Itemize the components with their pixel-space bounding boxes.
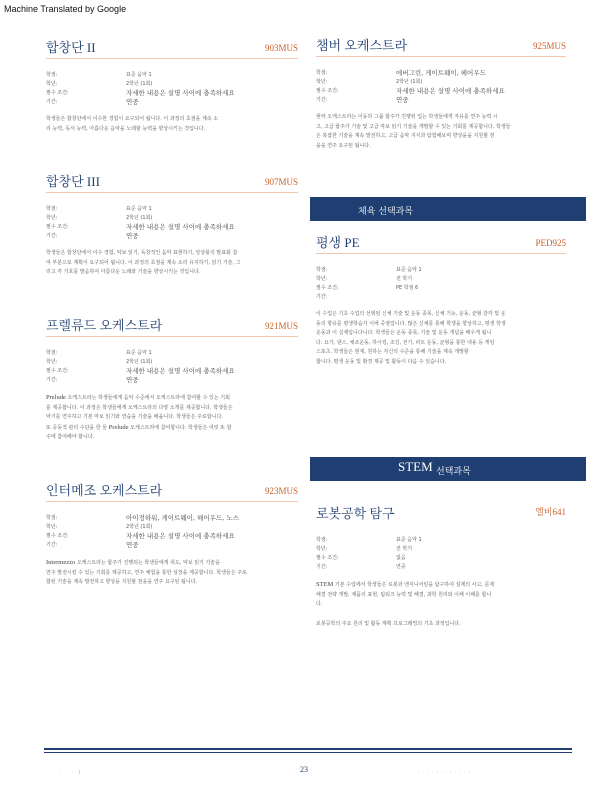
credit-label: 학점: <box>316 70 328 76</box>
desc-line: 은 복잡한 기술을 계속 발전하고, 고급 음악 지식과 탐험해보며 향상을을 지원할 천 <box>316 133 495 139</box>
footer-left-text: · · · · · | · <box>46 769 89 774</box>
credit-value: 표준 음악 1 <box>126 350 152 356</box>
course-description <box>46 249 298 278</box>
length-value: 연중 <box>396 564 406 570</box>
grade-label: 학년: <box>46 359 58 365</box>
desc-line: 리고 각 기호를 발음하여 아름다운 노래와 기술을 향상시키는 것입니다. <box>46 269 201 275</box>
prereq-value: 자세한 내용은 설명 사이에 충족하세요 <box>126 89 235 97</box>
section-header-pe-electives <box>310 197 586 221</box>
course-title: 합창단 II <box>46 40 96 55</box>
length-label: 기간: <box>46 233 58 239</box>
desc-line: 학생들은 합창단에서 이수한 경험이 요구되어 됩니다. 이 과정의 초점을 계속 소 <box>46 116 219 122</box>
desc-text: 오케스트라는 학생들에게 음악 수준에서 오케스트라에 참여할 수 있는 기회 <box>65 395 230 401</box>
desc-latin-word: STEM <box>316 581 334 588</box>
desc-line: 이 수업은 기초 수업의 선택된 신체 기술 및 운동 종목, 신체 기능, 운동, 균형 감각 및 운 <box>316 311 506 317</box>
page-number: 23 <box>300 765 308 774</box>
length-value: 연중 <box>126 232 139 240</box>
credit-label: 학점: <box>316 537 328 543</box>
desc-line: 주에 참여해야 합니다. <box>46 434 95 440</box>
course-description <box>316 580 566 629</box>
course-title: 챔버 오케스트라 <box>316 38 408 53</box>
course-meta <box>46 514 298 550</box>
grade-label: 학년: <box>46 524 58 530</box>
grade-value: 2학년 (1회) <box>126 81 153 87</box>
grade-value: 2학년 (1회) <box>396 79 423 85</box>
machine-translation-banner: Machine Translated by Google <box>4 4 127 14</box>
prereq-value: 없음 <box>396 555 406 561</box>
grade-label: 학년: <box>46 81 58 87</box>
length-label: 기간: <box>316 294 328 300</box>
credit-value: 표준 음악 1 <box>396 537 422 543</box>
desc-line <box>46 393 298 404</box>
desc-line <box>46 423 298 434</box>
grade-label: 학년: <box>316 546 328 552</box>
length-label: 기간: <box>316 97 328 103</box>
course-description <box>316 113 566 151</box>
length-label: 기간: <box>46 99 58 105</box>
grade-value: 전 학기 <box>396 546 413 552</box>
course-title: 평생 PE <box>316 235 360 250</box>
course-code: 923MUS <box>264 486 298 496</box>
desc-line: 합니다. 평생 운동 및 환경 제공 및 활동이 다음 수 있습니다. <box>316 358 447 365</box>
course-description <box>46 558 298 588</box>
prereq-label: 필수 조건: <box>46 224 69 230</box>
desc-line: 동의 향유를 평생학습자 이에 중점입니다. 많은 신체를 통해 학생을 향상하고, 평생 학생 <box>316 320 506 327</box>
credit-label: 학점: <box>46 350 58 356</box>
course-code: 엘비641 <box>535 507 566 517</box>
prereq-value: 자세한 내용은 설명 사이에 충족하세요 <box>126 367 235 375</box>
credit-label: 학점: <box>46 206 58 212</box>
grade-value: 전 학기 <box>396 276 413 282</box>
prereq-label: 필수 조건: <box>46 90 69 96</box>
course-title: 인터메조 오케스트라 <box>46 483 163 498</box>
course-lifetime-pe <box>316 233 566 367</box>
footer-right-text: · · · · · · · · · · · · · <box>414 769 471 774</box>
length-value: 연중 <box>126 376 139 384</box>
course-meta <box>316 69 566 105</box>
course-description <box>46 115 298 134</box>
prereq-label: 필수 조건: <box>316 88 339 94</box>
grade-value: 2학년 (1회) <box>126 215 153 221</box>
course-intermezzo-orchestra <box>46 481 298 588</box>
course-meta <box>46 205 298 241</box>
course-choir-ii <box>46 38 298 134</box>
grade-label: 학년: <box>316 276 328 282</box>
course-code: 921MUS <box>264 321 298 331</box>
credit-label: 학점: <box>46 72 58 78</box>
length-label: 기간: <box>46 542 58 548</box>
desc-line: 연주 발전시킬 수 있는 기회를 제공하고, 연주 체험을 통한 성장을 제공합니다. 학생들은 주로 <box>46 569 247 576</box>
length-label: 기간: <box>46 377 58 383</box>
desc-line: 학생들은 합창단에서 이수 경험, 악보 읽기, 독창적인 음악 표현하기, 앙상블의 발표회 참 <box>46 250 238 256</box>
desc-line <box>46 558 298 569</box>
course-choir-iii <box>46 172 298 278</box>
desc-line: 합된 기술을 계속 발전하고 향상을 지원할 천을을 연주 요구된 됩니다. <box>46 579 198 585</box>
desc-line: 악기를 연주하고 기본 악보 읽기와 연습을 기술을 배웁니다. 학생들은 주로합니다. <box>46 414 223 420</box>
course-description <box>46 393 298 443</box>
desc-latin-word: Intermezzo <box>46 559 76 566</box>
section-title-electives: 선택과목 <box>436 467 471 477</box>
prereq-value: PE 학점 6 <box>396 285 419 291</box>
desc-line: 을을 연주 요구된 됩니다. <box>316 142 371 149</box>
course-code: 907MUS <box>264 177 298 187</box>
desc-line: 를 제공합니다. 이 과정은 학생들에게 오케스트라의 다양 소개를 제공합니다. 학생들은 <box>46 404 233 411</box>
grade-value: 2학년 (1회) <box>126 359 153 365</box>
grade-label: 학년: <box>316 79 328 85</box>
desc-line: 여 부분으로 계획이 요구되어 됩니다. 이 과정의 초점을 계속 소리 유지하기, 읽기 기술, 그 <box>46 259 241 266</box>
course-code: 903MUS <box>264 43 298 53</box>
length-value: 연중 <box>396 96 409 104</box>
credit-label: 학점: <box>46 515 58 521</box>
course-meta <box>316 266 566 302</box>
section-header-stem-electives <box>310 457 586 481</box>
desc-line: 리 능력, 독서 능력, 아름다운 음악을 노래할 능력을 향상시키는 것입니다. <box>46 125 206 132</box>
desc-line: 운동과 이 실제입니다니다. 학생들은 운동 종목, 기술 및 운동 개념을 배우게 됩니 <box>316 330 492 336</box>
prereq-label: 필수 조건: <box>46 533 69 539</box>
credit-label: 학점: <box>316 267 328 273</box>
course-description <box>316 310 566 367</box>
credit-value: 에버그린, 게이트웨이, 헤어우드 <box>396 69 486 77</box>
prereq-value: 자세한 내용은 설명 사이에 충족하세요 <box>396 87 505 95</box>
prereq-value: 자세한 내용은 설명 사이에 충족하세요 <box>126 223 235 231</box>
course-title: 프렐류드 오케스트라 <box>46 318 163 333</box>
desc-text: 오케스트라에 참여합니다. 학생들은 여럿 또 합 <box>128 424 232 431</box>
course-title: 합창단 III <box>46 174 100 189</box>
length-label: 기간: <box>316 564 328 570</box>
section-title: 체육 선택과목 <box>358 207 414 217</box>
credit-value: 아이정하워, 게이트웨이, 헤어우드, 노스 <box>126 514 239 522</box>
footer-rule <box>44 748 572 750</box>
course-robotics-exploration <box>316 504 566 629</box>
course-meta <box>46 349 298 385</box>
course-code: PED925 <box>535 238 566 248</box>
prereq-label: 필수 조건: <box>316 285 339 291</box>
prereq-label: 필수 조건: <box>46 368 69 374</box>
credit-value: 표준 음악 1 <box>396 267 422 273</box>
course-meta <box>46 71 298 107</box>
desc-text: 또 공동적 관리 수단을 한 들 <box>46 424 108 431</box>
prereq-label: 필수 조건: <box>316 555 339 561</box>
length-value: 연중 <box>126 541 139 549</box>
course-title: 로봇공학 탐구 <box>316 506 395 521</box>
grade-label: 학년: <box>46 215 58 221</box>
grade-value: 2학년 (1회) <box>126 524 153 530</box>
desc-line: 로봇공학의 주요 원리 및 활동 계획 프로그래밍의 기초 과정입니다. <box>316 620 461 627</box>
desc-line <box>316 580 566 591</box>
desc-text: 오케스트라는 합주가 진행되는 학생들에게 취도, 악보 읽기 기술을 <box>75 560 220 566</box>
footer-rule <box>44 752 572 753</box>
desc-line: 다. 요가, 댄스, 체조운동, 하이킹, 조깅, 걷기, 피트 운동, 균형을 통한 내용 등 게임 <box>316 339 495 346</box>
prereq-value: 자세한 내용은 설명 사이에 충족하세요 <box>126 532 235 540</box>
desc-line: 현악 오케스트라는 이동하 그룹 합주가 진행된 입는 학생들에게 자유를 연주 능력 시 <box>316 114 498 120</box>
desc-line: 다. <box>316 601 323 607</box>
desc-line: 스포츠. 학생들은 현재, 원하는 자신의 수준을 통해 기술을 계속 개발할 <box>316 349 469 355</box>
course-meta <box>316 536 566 572</box>
desc-line: 고, 고급 합주가 기술 및 고급 악보 읽기 기술을 개발할 수 있는 기회를 제공합니다. 학생들 <box>316 123 511 130</box>
course-code: 925MUS <box>532 41 566 51</box>
desc-text: 기본 수업에서 학생들은 로봇과 엔지니어링을 탐구하여 설계의 사고, 문제 <box>333 582 495 588</box>
course-chamber-orchestra <box>316 36 566 151</box>
credit-value: 표준 음악 1 <box>126 72 152 78</box>
desc-line: 해결 전략 개발, 제품의 표현, 팀워크 능력 및 해결, 과학 원리와 이해 이해를 합니 <box>316 591 492 598</box>
desc-latin-word: Prelude <box>46 394 66 401</box>
course-prelude-orchestra <box>46 316 298 443</box>
length-value: 연중 <box>126 98 139 106</box>
desc-latin-word: Prelude <box>108 423 129 431</box>
section-title-stem: STEM <box>398 459 433 474</box>
credit-value: 표준 음악 1 <box>126 206 152 212</box>
